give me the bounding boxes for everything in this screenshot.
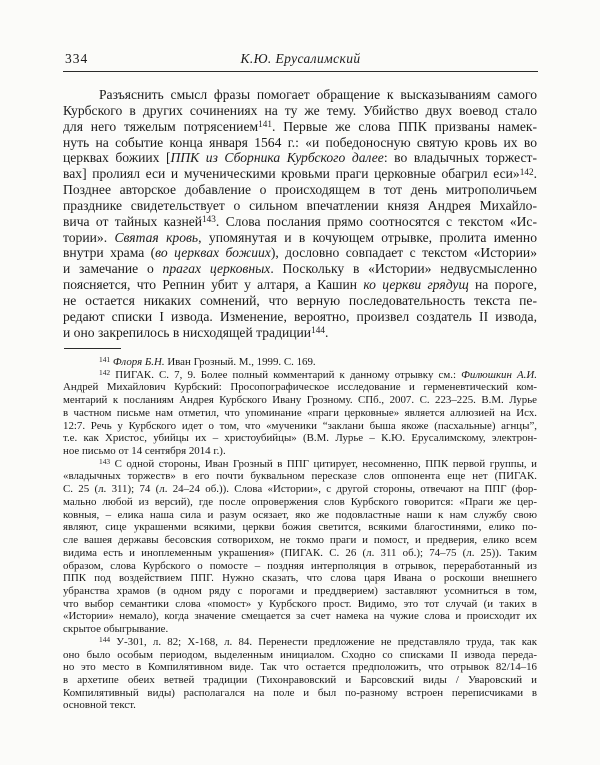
text-segment: основной текст. [63, 699, 136, 712]
text-segment: Иван Грозный. М., 1999. С. 169. [164, 356, 316, 368]
body-line [63, 150, 537, 166]
text-segment: мально любой из версий), где после опровержения слов Курбского говорится: «Праги же цер- [63, 495, 537, 508]
body-line [63, 87, 537, 103]
body-line [63, 135, 537, 151]
header-rule [63, 71, 538, 72]
text-segment: . [324, 324, 329, 340]
text-segment: Позднее авторское добавление о происходящем в тот день митрополичьем [63, 182, 537, 198]
footnote-line [63, 661, 537, 674]
text-segment: : во владычных торжест- [383, 150, 537, 166]
footnote-line [63, 356, 537, 369]
footnote-line [63, 699, 537, 712]
footnote-ref: 143 [99, 457, 111, 466]
text-segment: ), дословно совпадает с текстом «Истории» [270, 245, 537, 261]
text-segment: Флоря Б.Н. [112, 356, 165, 368]
footnotes [63, 356, 537, 712]
text-segment: , упомянутая и в кочующем отрывке, пролита именно [198, 229, 537, 245]
text-segment: Филюшкин А.И. [461, 368, 537, 381]
text-segment: оно было особым периодом, выделенным инициалом. Сходно со списками II извода переда- [63, 648, 537, 661]
text-segment: и замечание о [63, 261, 163, 277]
text-segment: «Истории» немало), когда значение смещается за счет намека на чужие слова и происходит их [63, 610, 537, 623]
text-segment: скрытое обыгрывание. [63, 623, 169, 636]
body-line [63, 198, 537, 214]
text-segment: образом, слова Курбского о помосте – поздняя интерполяция в отрывок, переработанный из [63, 559, 537, 572]
text-segment: ное письмо от 14 сентября 2014 г.). [63, 445, 226, 458]
footnote-ref: 143 [202, 214, 216, 225]
footnote-line [63, 585, 537, 598]
page-header [63, 51, 538, 68]
footnote-line [63, 470, 537, 483]
text-segment: не остается никаких сомнений, что верную последовательность текста пе- [63, 292, 537, 308]
footnote-143 [63, 458, 537, 636]
footnote-141 [63, 356, 537, 369]
footnote-142 [63, 369, 537, 458]
text-segment: Святая кровь [114, 229, 199, 245]
text-segment: вича от тайных казней [63, 213, 203, 229]
text-segment: являют, сице украшенми всякими, церкви божия светится, всякими благостинями, елико по- [63, 521, 537, 534]
text-segment: поясняется, что Репнин убит у алтаря, а Кашин [63, 277, 364, 293]
text-segment: . Поскольку в «Истории» недвусмысленно [270, 261, 537, 277]
footnote-line [63, 610, 537, 623]
text-segment: ППК из Сборника Курбского далее [170, 150, 384, 166]
text-segment: С. 25 (л. 311); 74 (л. 24–24 об.)). Слова «Истории», с другой стороны, отвечают на ППГ (фор- [63, 483, 537, 496]
body-paragraph [63, 87, 537, 341]
text-segment: С одной стороны, Иван Грозный в ППГ цитирует, несомненно, ППК первой группы, и [110, 457, 537, 470]
footnote-line [63, 572, 537, 585]
footnote-ref: 144 [311, 325, 325, 336]
footnote-line [63, 547, 537, 560]
text-segment: вах] пролиял еси и мученическими кровьми праги церковные обагрил еси» [63, 166, 520, 182]
footnote-line [63, 420, 537, 433]
body-line [63, 293, 537, 309]
text-segment: церквах божиих [ [63, 150, 171, 166]
footnote-ref: 141 [258, 119, 272, 130]
footnote-line [63, 509, 537, 522]
text-segment: во церквах божиих [155, 245, 271, 261]
body-line [63, 119, 537, 135]
text-segment: тории». [63, 229, 115, 245]
running-head: К.Ю. Ерусалимский [240, 51, 361, 66]
footnote-ref: 142 [99, 368, 111, 377]
text-segment: ПИГАК. С. 7, 9. Более полный комментарий к данному отрывку см.: [110, 368, 462, 381]
footnote-line [63, 598, 537, 611]
text-segment: ко церкви грядущ [363, 277, 469, 293]
text-segment: видима есть и иноплеменным украшения» (ПИГАК. С. 26 (л. 311 об.); 74–75 (л. 25)). Таким [63, 546, 537, 559]
footnote-line [63, 369, 537, 382]
footnote-line [63, 534, 537, 547]
text-segment: Компилятивный виды) располагался на поле и был по-разному встроен переписчиками в [63, 686, 537, 699]
text-segment: Курбского в других сочинениях на ту же тему. Убийство двух воевод стало [63, 102, 537, 118]
text-segment: но это место в Компилятивном виде. Так что остается предположить, что отрывок 82/14–16 [63, 661, 537, 674]
footnote-line [63, 674, 537, 687]
text-segment: нуть на событие конца января 1564 г.: «и победоносную святую кровь их во [63, 134, 537, 150]
text-segment: . Первые же слова ППК призваны намек- [271, 118, 537, 134]
text-segment: ментарий к посланиям Андрея Курбского Ивану Грозному. СПб., 2007. С. 223–225. В.М. Лурье [63, 394, 537, 407]
text-segment: прагах церковных [162, 261, 271, 277]
footnote-ref: 142 [519, 166, 534, 177]
footnote-line [63, 496, 537, 509]
body-line [63, 182, 537, 198]
text-segment: и оно закрепилось в нисходящей традиции [63, 324, 312, 340]
text-segment: . Слова послания прямо соотносятся с текстом «Ис- [215, 213, 537, 229]
footnote-line [63, 394, 537, 407]
text-segment: Разъяснить смысл фразы помогает обращение к высказываниям самого [99, 87, 537, 102]
body-line [63, 277, 537, 293]
footnote-line [63, 381, 537, 394]
text-segment: У-301, л. 82; Х-168, л. 84. Перенести предложение не представляло труда, так как [110, 635, 537, 648]
body-line [63, 261, 537, 277]
footnote-line [63, 483, 537, 496]
body-line [63, 325, 537, 341]
body-line [63, 103, 537, 119]
text-segment: «владычных торжеств» в его почти буквальном пересказе слов оппонента еще нет (ПИГАК. [63, 470, 537, 483]
body-line [63, 214, 537, 230]
footnote-line [63, 623, 537, 636]
text-segment: празднике свидетельствует о сильном впечатлении князя Андрея Михайло- [63, 197, 537, 213]
text-segment: что выбор семантики слова «помост» у Курбского прост. Видимо, это тот случай (и таких в [63, 597, 537, 610]
footnote-line [63, 636, 537, 649]
body-line [63, 309, 537, 325]
page-number: 334 [65, 51, 89, 66]
body-line [63, 230, 537, 246]
text-segment: 12:7. Речь у Курбского идет о том, что «мученики “заклани быша якоже (пасхальные) агнцы”, [63, 419, 537, 432]
footnote-ref: 144 [99, 635, 111, 644]
text-segment: в частном письме нам отметил, что упоминание «праги церковные» является аллюзией на Исх. [63, 406, 537, 419]
footnote-line [63, 649, 537, 662]
text-segment: ковныя, – елика наша сила и разум осязает, яко же подовластные наши к нам службу свою [63, 508, 537, 521]
text-segment: Андрей Михайлович Курбский: Просопографическое исследование и герменевтический ком- [63, 381, 537, 394]
text-segment: т.е. как Христос, убийцы их – христоубийцы» (В.М. Лурье – К.Ю. Ерусалимскому, электрон- [63, 432, 537, 445]
text-segment: сле вашея державы бесовския сотворихом, не токмо праги и помост, и предверия, елико всем [63, 534, 537, 547]
footnote-line [63, 458, 537, 471]
body-line [63, 245, 537, 261]
footnote-line [63, 445, 537, 458]
text-segment: внутри храма ( [63, 245, 156, 261]
text-segment: ППК под воздействием ППГ. Нужно сказать, что слова царя Ивана о роскоши внешнего [63, 572, 537, 585]
footnote-144 [63, 636, 537, 712]
text-segment: для него тяжелым потрясением [63, 118, 259, 134]
footnote-ref: 141 [99, 356, 111, 365]
footnote-line [63, 560, 537, 573]
footnote-line [63, 521, 537, 534]
text-segment: на пороге, [468, 277, 537, 293]
text-segment: редают списки I извода. Изменение, вероятно, произвел создатель II извода, [63, 308, 537, 324]
footnote-separator [64, 348, 121, 349]
text-segment: в архетипе обеих ветвей традиции (Тихонравовский и Барсовский виды / Уваровский и [63, 673, 537, 686]
footnote-line [63, 407, 537, 420]
body-line [63, 166, 537, 182]
text-segment: убранства храмов (в одном ряду с порогами и преддверием) заставляют усомниться в том, [63, 584, 537, 597]
text-segment: . [533, 166, 537, 182]
footnote-line [63, 432, 537, 445]
footnote-line [63, 687, 537, 700]
